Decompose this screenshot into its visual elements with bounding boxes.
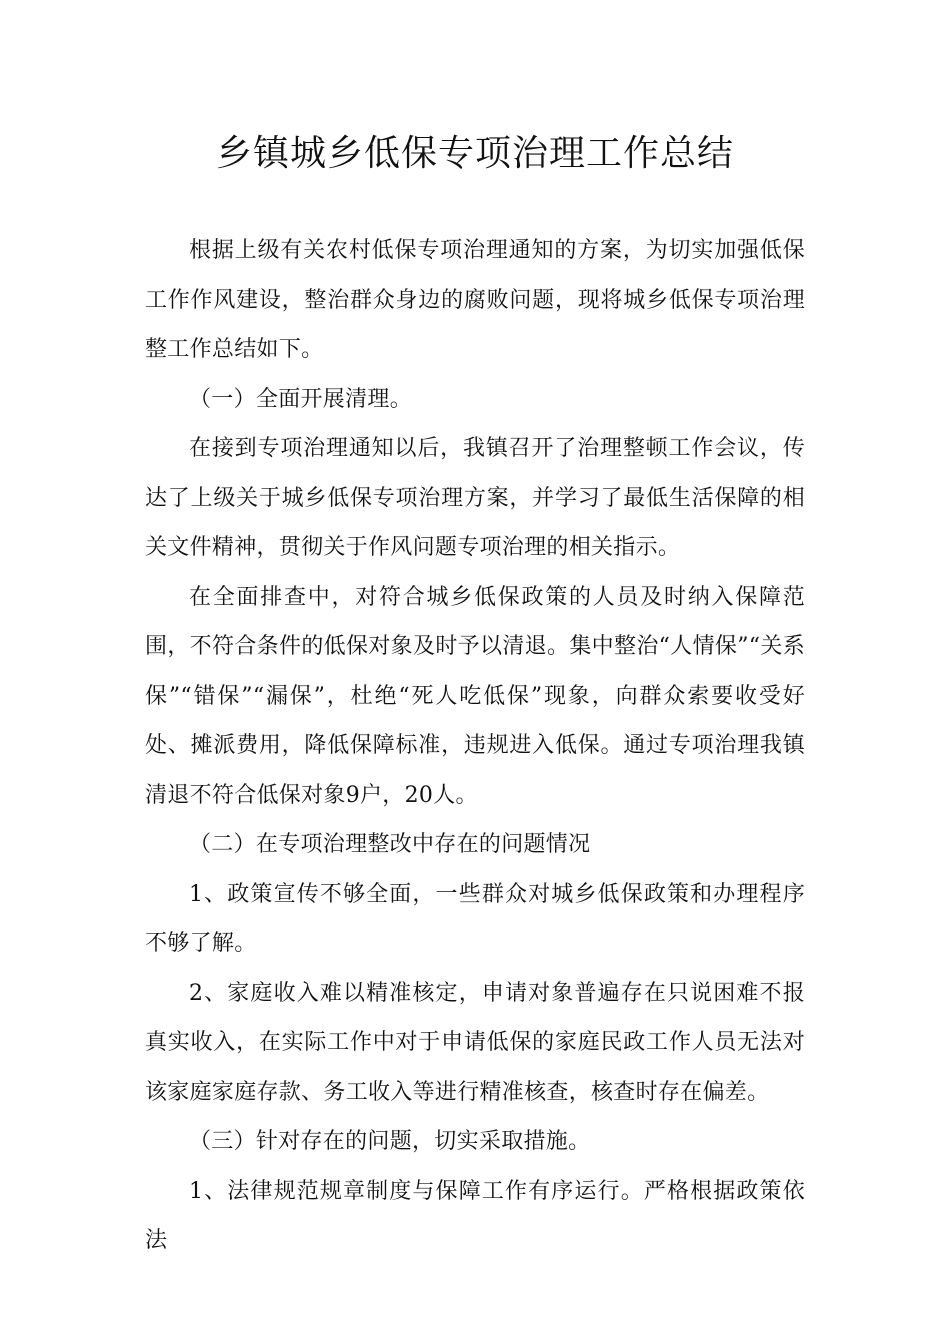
paragraph-meeting: 在接到专项治理通知以后，我镇召开了治理整顿工作会议，传达了上级关于城乡低保专项治理方案，并学习了最低生活保障的相关文件精神，贯彻关于作风问题专项治理的相关指示。 bbox=[145, 436, 805, 560]
paragraph-screening: 在全面排查中，对符合城乡低保政策的人员及时纳入保障范围，不符合条件的低保对象及时予以清退。集中整治“人情保”“关系保”“错保”“漏保”，杜绝“死人吃低保”现象，向群众索要收受好处、摊派费用，降低保障标准，违规进入低保。通过专项治理我镇清退不符合低保对象9户，20人。 bbox=[145, 584, 805, 808]
document-title: 乡镇城乡低保专项治理工作总结 bbox=[215, 133, 734, 174]
section-heading-1: （一）全面开展清理。 bbox=[189, 386, 413, 412]
document-body bbox=[145, 226, 805, 1266]
section-heading-2: （二）在专项治理整改中存在的问题情况 bbox=[189, 832, 591, 857]
section-heading-3: （三）针对存在的问题，切实采取措施。 bbox=[189, 1129, 591, 1154]
paragraph-issue-1: 1、政策宣传不够全面，一些群众对城乡低保政策和办理程序不够了解。 bbox=[145, 881, 805, 956]
paragraph-intro: 根据上级有关农村低保专项治理通知的方案，为切实加强低保工作作风建设，整治群众身边的腐败问题，现将城乡低保专项治理整工作总结如下。 bbox=[145, 238, 805, 362]
paragraph-issue-2: 2、家庭收入难以精准核定，申请对象普遍存在只说困难不报真实收入，在实际工作中对于申请低保的家庭民政工作人员无法对该家庭家庭存款、务工收入等进行精准核查，核查时存在偏差。 bbox=[145, 980, 805, 1105]
paragraph-measure-1: 1、法律规范规章制度与保障工作有序运行。严格根据政策依法 bbox=[145, 1178, 805, 1253]
